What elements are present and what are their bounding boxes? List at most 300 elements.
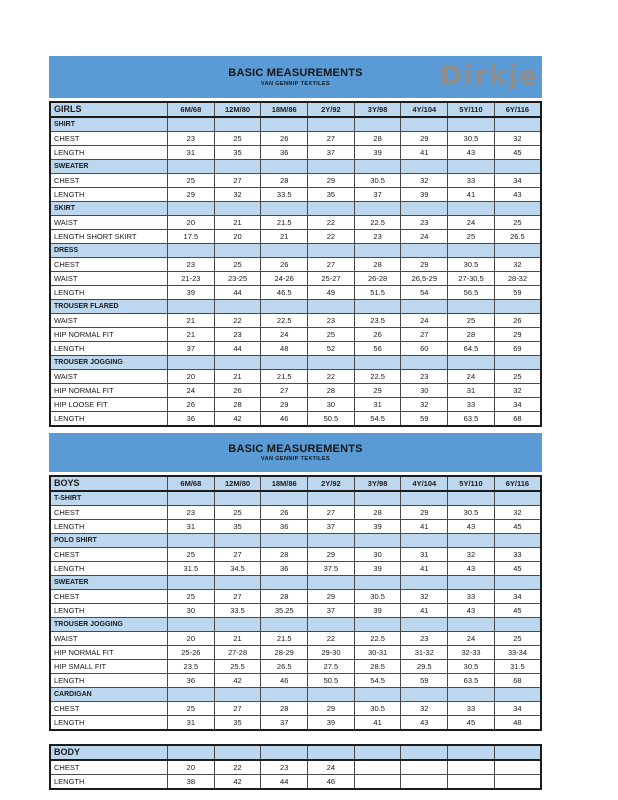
page-title: BASIC MEASUREMENTS [228, 442, 363, 455]
value-cell: 28-32 [494, 272, 541, 286]
section-empty-cell [448, 576, 495, 590]
value-cell: 32 [494, 506, 541, 520]
measure-label-cell: LENGTH [50, 674, 168, 688]
section-row [50, 534, 541, 548]
section-empty-cell [261, 356, 308, 370]
section-empty-cell [261, 534, 308, 548]
value-cell: 20 [168, 370, 215, 384]
value-cell: 32 [401, 702, 448, 716]
value-cell: 20 [214, 230, 261, 244]
section-empty-cell [494, 356, 541, 370]
value-cell: 35 [214, 520, 261, 534]
measurement-row [50, 230, 541, 244]
value-cell: 48 [494, 716, 541, 731]
value-cell: 21 [214, 632, 261, 646]
measurement-row [50, 604, 541, 618]
value-cell: 26.5 [494, 230, 541, 244]
table-header-row [50, 745, 541, 760]
measure-label-cell: LENGTH [50, 286, 168, 300]
measure-label-cell: CHEST [50, 132, 168, 146]
measurement-row [50, 286, 541, 300]
value-cell: 64.5 [448, 342, 495, 356]
section-empty-cell [168, 576, 215, 590]
section-label-cell: CARDIGAN [50, 688, 168, 702]
value-cell: 24 [448, 370, 495, 384]
value-cell: 31.5 [494, 660, 541, 674]
page-subtitle: VAN GENNIP TEXTILES [260, 80, 331, 87]
section-empty-cell [401, 117, 448, 132]
value-cell: 29 [401, 506, 448, 520]
measurement-row [50, 674, 541, 688]
value-cell: 23.5 [168, 660, 215, 674]
value-cell: 30 [168, 604, 215, 618]
value-cell: 31.5 [168, 562, 215, 576]
value-cell: 29 [261, 398, 308, 412]
value-cell: 23 [168, 506, 215, 520]
value-cell: 29 [308, 548, 355, 562]
table-title-cell: GIRLS [50, 102, 168, 117]
value-cell: 23 [261, 760, 308, 775]
section-empty-cell [168, 117, 215, 132]
section-empty-cell [448, 160, 495, 174]
section-empty-cell [448, 534, 495, 548]
value-cell: 25 [214, 258, 261, 272]
value-cell: 34 [494, 174, 541, 188]
section-empty-cell [494, 534, 541, 548]
value-cell: 29 [354, 384, 401, 398]
dirkje-logo: Dirkje [439, 60, 539, 92]
value-cell: 22.5 [354, 370, 401, 384]
value-cell: 68 [494, 412, 541, 427]
value-cell [401, 760, 448, 775]
section-empty-cell [401, 160, 448, 174]
section-row [50, 576, 541, 590]
value-cell: 36 [261, 146, 308, 160]
value-cell: 59 [401, 412, 448, 427]
section-empty-cell [354, 534, 401, 548]
section-empty-cell [168, 491, 215, 506]
value-cell: 26 [261, 132, 308, 146]
value-cell: 33-34 [494, 646, 541, 660]
section-empty-cell [214, 300, 261, 314]
value-cell: 31 [401, 548, 448, 562]
value-cell: 27.5 [308, 660, 355, 674]
section-row [50, 117, 541, 132]
section-empty-cell [401, 618, 448, 632]
section-empty-cell [261, 300, 308, 314]
measurement-row [50, 398, 541, 412]
value-cell: 27 [214, 174, 261, 188]
measurement-row [50, 314, 541, 328]
size-header-cell [168, 745, 215, 760]
section-empty-cell [401, 576, 448, 590]
value-cell: 27 [308, 506, 355, 520]
value-cell: 46 [308, 775, 355, 790]
section-empty-cell [448, 618, 495, 632]
measure-label-cell: HIP NORMAL FIT [50, 384, 168, 398]
section-empty-cell [261, 688, 308, 702]
section-empty-cell [401, 688, 448, 702]
section-row [50, 618, 541, 632]
size-header-cell: 5Y/110 [448, 102, 495, 117]
measure-label-cell: LENGTH [50, 342, 168, 356]
value-cell: 32 [494, 258, 541, 272]
value-cell: 32 [401, 590, 448, 604]
value-cell: 23-25 [214, 272, 261, 286]
section-empty-cell [401, 244, 448, 258]
value-cell: 34 [494, 398, 541, 412]
value-cell: 30.5 [448, 132, 495, 146]
value-cell: 24 [401, 230, 448, 244]
value-cell: 29 [168, 188, 215, 202]
value-cell: 42 [214, 412, 261, 427]
size-header-cell: 12M/80 [214, 476, 261, 491]
measurement-row [50, 562, 541, 576]
value-cell: 33.5 [261, 188, 308, 202]
value-cell: 43 [448, 520, 495, 534]
value-cell: 37 [354, 188, 401, 202]
section-empty-cell [494, 202, 541, 216]
measurement-row [50, 174, 541, 188]
section-label-cell: POLO SHIRT [50, 534, 168, 548]
measurement-row [50, 646, 541, 660]
value-cell: 24 [448, 632, 495, 646]
measurement-row [50, 146, 541, 160]
value-cell: 33 [448, 398, 495, 412]
value-cell: 23 [401, 632, 448, 646]
section-empty-cell [354, 160, 401, 174]
value-cell: 41 [401, 520, 448, 534]
measurement-row [50, 216, 541, 230]
section-empty-cell [494, 300, 541, 314]
value-cell: 41 [401, 146, 448, 160]
value-cell: 27 [308, 132, 355, 146]
page-subtitle: VAN GENNIP TEXTILES [260, 456, 331, 463]
measurement-row [50, 760, 541, 775]
value-cell: 33 [448, 702, 495, 716]
measurement-row [50, 520, 541, 534]
section-empty-cell [308, 688, 355, 702]
value-cell: 21 [214, 216, 261, 230]
measure-label-cell: WAIST [50, 314, 168, 328]
measure-label-cell: WAIST [50, 632, 168, 646]
value-cell: 50.5 [308, 412, 355, 427]
value-cell: 26.5 [261, 660, 308, 674]
value-cell: 35 [308, 188, 355, 202]
size-header-cell [354, 745, 401, 760]
value-cell: 24 [261, 328, 308, 342]
size-header-cell: 3Y/98 [354, 476, 401, 491]
value-cell: 33 [448, 590, 495, 604]
value-cell: 22 [308, 216, 355, 230]
value-cell: 34.5 [214, 562, 261, 576]
section-empty-cell [214, 534, 261, 548]
section-empty-cell [308, 534, 355, 548]
section-empty-cell [168, 688, 215, 702]
value-cell: 22 [214, 760, 261, 775]
section-row [50, 202, 541, 216]
value-cell: 26 [168, 398, 215, 412]
value-cell: 35 [214, 146, 261, 160]
value-cell: 39 [354, 604, 401, 618]
section-empty-cell [168, 244, 215, 258]
size-header-cell [494, 745, 541, 760]
value-cell: 37 [168, 342, 215, 356]
value-cell: 22 [308, 632, 355, 646]
value-cell: 21.5 [261, 216, 308, 230]
section-empty-cell [261, 618, 308, 632]
measure-label-cell: HIP NORMAL FIT [50, 646, 168, 660]
value-cell: 56.5 [448, 286, 495, 300]
value-cell: 23 [354, 230, 401, 244]
section-label-cell: TROUSER FLARED [50, 300, 168, 314]
value-cell: 23 [168, 132, 215, 146]
section-empty-cell [214, 117, 261, 132]
value-cell: 51.5 [354, 286, 401, 300]
value-cell [401, 775, 448, 790]
size-header-cell: 18M/86 [261, 102, 308, 117]
value-cell: 30-31 [354, 646, 401, 660]
value-cell: 29 [494, 328, 541, 342]
value-cell: 28 [354, 258, 401, 272]
body-table [49, 744, 542, 790]
value-cell: 28 [214, 398, 261, 412]
value-cell: 23 [168, 258, 215, 272]
value-cell: 24-26 [261, 272, 308, 286]
measure-label-cell: WAIST [50, 272, 168, 286]
measurement-row [50, 342, 541, 356]
girls-table [49, 101, 542, 427]
value-cell: 32-33 [448, 646, 495, 660]
value-cell: 28.5 [354, 660, 401, 674]
value-cell: 45 [494, 562, 541, 576]
value-cell: 31-32 [401, 646, 448, 660]
size-header-cell [261, 745, 308, 760]
section-empty-cell [308, 117, 355, 132]
value-cell: 22.5 [261, 314, 308, 328]
value-cell: 22.5 [354, 216, 401, 230]
section-empty-cell [448, 491, 495, 506]
value-cell: 50.5 [308, 674, 355, 688]
section-empty-cell [494, 117, 541, 132]
value-cell: 33.5 [214, 604, 261, 618]
section-empty-cell [308, 160, 355, 174]
section-empty-cell [308, 618, 355, 632]
value-cell: 48 [261, 342, 308, 356]
section-empty-cell [308, 491, 355, 506]
value-cell: 28-29 [261, 646, 308, 660]
value-cell: 32 [494, 384, 541, 398]
value-cell: 41 [448, 188, 495, 202]
section-label-cell: TROUSER JOGGING [50, 356, 168, 370]
section-empty-cell [494, 688, 541, 702]
value-cell: 23 [214, 328, 261, 342]
value-cell: 45 [448, 716, 495, 731]
value-cell: 31 [168, 716, 215, 731]
section-empty-cell [401, 534, 448, 548]
measurement-row [50, 660, 541, 674]
page-content [49, 56, 542, 790]
table-title-cell: BOYS [50, 476, 168, 491]
value-cell: 32 [448, 548, 495, 562]
section-empty-cell [214, 244, 261, 258]
size-header-cell [448, 745, 495, 760]
value-cell: 21.5 [261, 632, 308, 646]
measurement-row [50, 384, 541, 398]
value-cell: 39 [354, 520, 401, 534]
measurement-row [50, 775, 541, 790]
measure-label-cell: WAIST [50, 370, 168, 384]
size-header-cell [214, 745, 261, 760]
value-cell: 29 [401, 132, 448, 146]
value-cell: 25 [168, 548, 215, 562]
section-empty-cell [354, 618, 401, 632]
section-empty-cell [401, 356, 448, 370]
value-cell: 31 [354, 398, 401, 412]
size-header-cell: 6Y/116 [494, 102, 541, 117]
measure-label-cell: LENGTH SHORT SKIRT [50, 230, 168, 244]
value-cell: 27 [214, 548, 261, 562]
value-cell: 37 [308, 604, 355, 618]
size-header-cell: 3Y/98 [354, 102, 401, 117]
section-empty-cell [261, 491, 308, 506]
value-cell: 32 [214, 188, 261, 202]
section-empty-cell [168, 202, 215, 216]
value-cell: 44 [214, 342, 261, 356]
value-cell: 25 [448, 314, 495, 328]
value-cell: 37.5 [308, 562, 355, 576]
value-cell: 26 [214, 384, 261, 398]
size-header-cell: 4Y/104 [401, 102, 448, 117]
value-cell: 35 [214, 716, 261, 731]
value-cell: 29 [308, 590, 355, 604]
value-cell: 43 [401, 716, 448, 731]
measurement-row [50, 328, 541, 342]
section-empty-cell [354, 491, 401, 506]
section-empty-cell [494, 160, 541, 174]
section-row [50, 244, 541, 258]
value-cell: 28 [448, 328, 495, 342]
section-empty-cell [214, 202, 261, 216]
value-cell: 25-27 [308, 272, 355, 286]
value-cell: 28 [261, 702, 308, 716]
section-empty-cell [494, 244, 541, 258]
value-cell: 34 [494, 590, 541, 604]
value-cell: 42 [214, 775, 261, 790]
section-empty-cell [168, 356, 215, 370]
size-header-cell: 6Y/116 [494, 476, 541, 491]
value-cell: 39 [308, 716, 355, 731]
value-cell: 37 [261, 716, 308, 731]
measurement-row [50, 258, 541, 272]
value-cell: 22.5 [354, 632, 401, 646]
boys-header-band [49, 433, 542, 472]
value-cell [354, 760, 401, 775]
value-cell: 22 [308, 230, 355, 244]
section-empty-cell [494, 618, 541, 632]
value-cell: 17.5 [168, 230, 215, 244]
table-header-row [50, 102, 541, 117]
value-cell: 43 [448, 562, 495, 576]
boys-table [49, 475, 542, 731]
section-label-cell: T-SHIRT [50, 491, 168, 506]
section-empty-cell [308, 576, 355, 590]
measurement-row [50, 188, 541, 202]
value-cell: 63.5 [448, 412, 495, 427]
value-cell: 46.5 [261, 286, 308, 300]
value-cell: 24 [448, 216, 495, 230]
value-cell: 25-26 [168, 646, 215, 660]
value-cell: 23 [308, 314, 355, 328]
section-empty-cell [214, 160, 261, 174]
value-cell: 41 [354, 716, 401, 731]
value-cell: 21-23 [168, 272, 215, 286]
value-cell: 33 [494, 548, 541, 562]
section-label-cell: SWEATER [50, 160, 168, 174]
value-cell: 27 [214, 702, 261, 716]
value-cell: 36 [261, 520, 308, 534]
measure-label-cell: CHEST [50, 548, 168, 562]
value-cell: 49 [308, 286, 355, 300]
value-cell: 26-28 [354, 272, 401, 286]
page-title: BASIC MEASUREMENTS [228, 67, 363, 80]
value-cell: 30.5 [448, 660, 495, 674]
value-cell: 28 [354, 132, 401, 146]
value-cell: 28 [261, 174, 308, 188]
value-cell: 39 [168, 286, 215, 300]
section-empty-cell [168, 300, 215, 314]
section-empty-cell [448, 117, 495, 132]
value-cell: 28 [261, 548, 308, 562]
section-empty-cell [448, 356, 495, 370]
size-header-cell [401, 745, 448, 760]
value-cell: 37 [308, 146, 355, 160]
measure-label-cell: LENGTH [50, 716, 168, 731]
value-cell: 25 [494, 216, 541, 230]
measure-label-cell: LENGTH [50, 604, 168, 618]
value-cell: 29 [308, 702, 355, 716]
value-cell: 23 [401, 370, 448, 384]
value-cell: 43 [448, 146, 495, 160]
section-empty-cell [261, 202, 308, 216]
value-cell: 24 [308, 760, 355, 775]
value-cell: 35.25 [261, 604, 308, 618]
section-empty-cell [308, 300, 355, 314]
value-cell: 20 [168, 632, 215, 646]
section-empty-cell [448, 244, 495, 258]
value-cell: 59 [494, 286, 541, 300]
measure-label-cell: CHEST [50, 760, 168, 775]
measure-label-cell: CHEST [50, 590, 168, 604]
value-cell: 25 [308, 328, 355, 342]
section-row [50, 688, 541, 702]
section-empty-cell [448, 300, 495, 314]
measure-label-cell: LENGTH [50, 146, 168, 160]
value-cell: 23.5 [354, 314, 401, 328]
section-empty-cell [448, 202, 495, 216]
value-cell: 32 [401, 398, 448, 412]
value-cell: 27-28 [214, 646, 261, 660]
section-label-cell: SKIRT [50, 202, 168, 216]
measure-label-cell: LENGTH [50, 775, 168, 790]
value-cell: 38 [168, 775, 215, 790]
value-cell: 41 [401, 604, 448, 618]
value-cell: 28 [308, 384, 355, 398]
value-cell: 69 [494, 342, 541, 356]
value-cell: 30.5 [354, 590, 401, 604]
value-cell: 26 [261, 506, 308, 520]
measure-label-cell: LENGTH [50, 520, 168, 534]
